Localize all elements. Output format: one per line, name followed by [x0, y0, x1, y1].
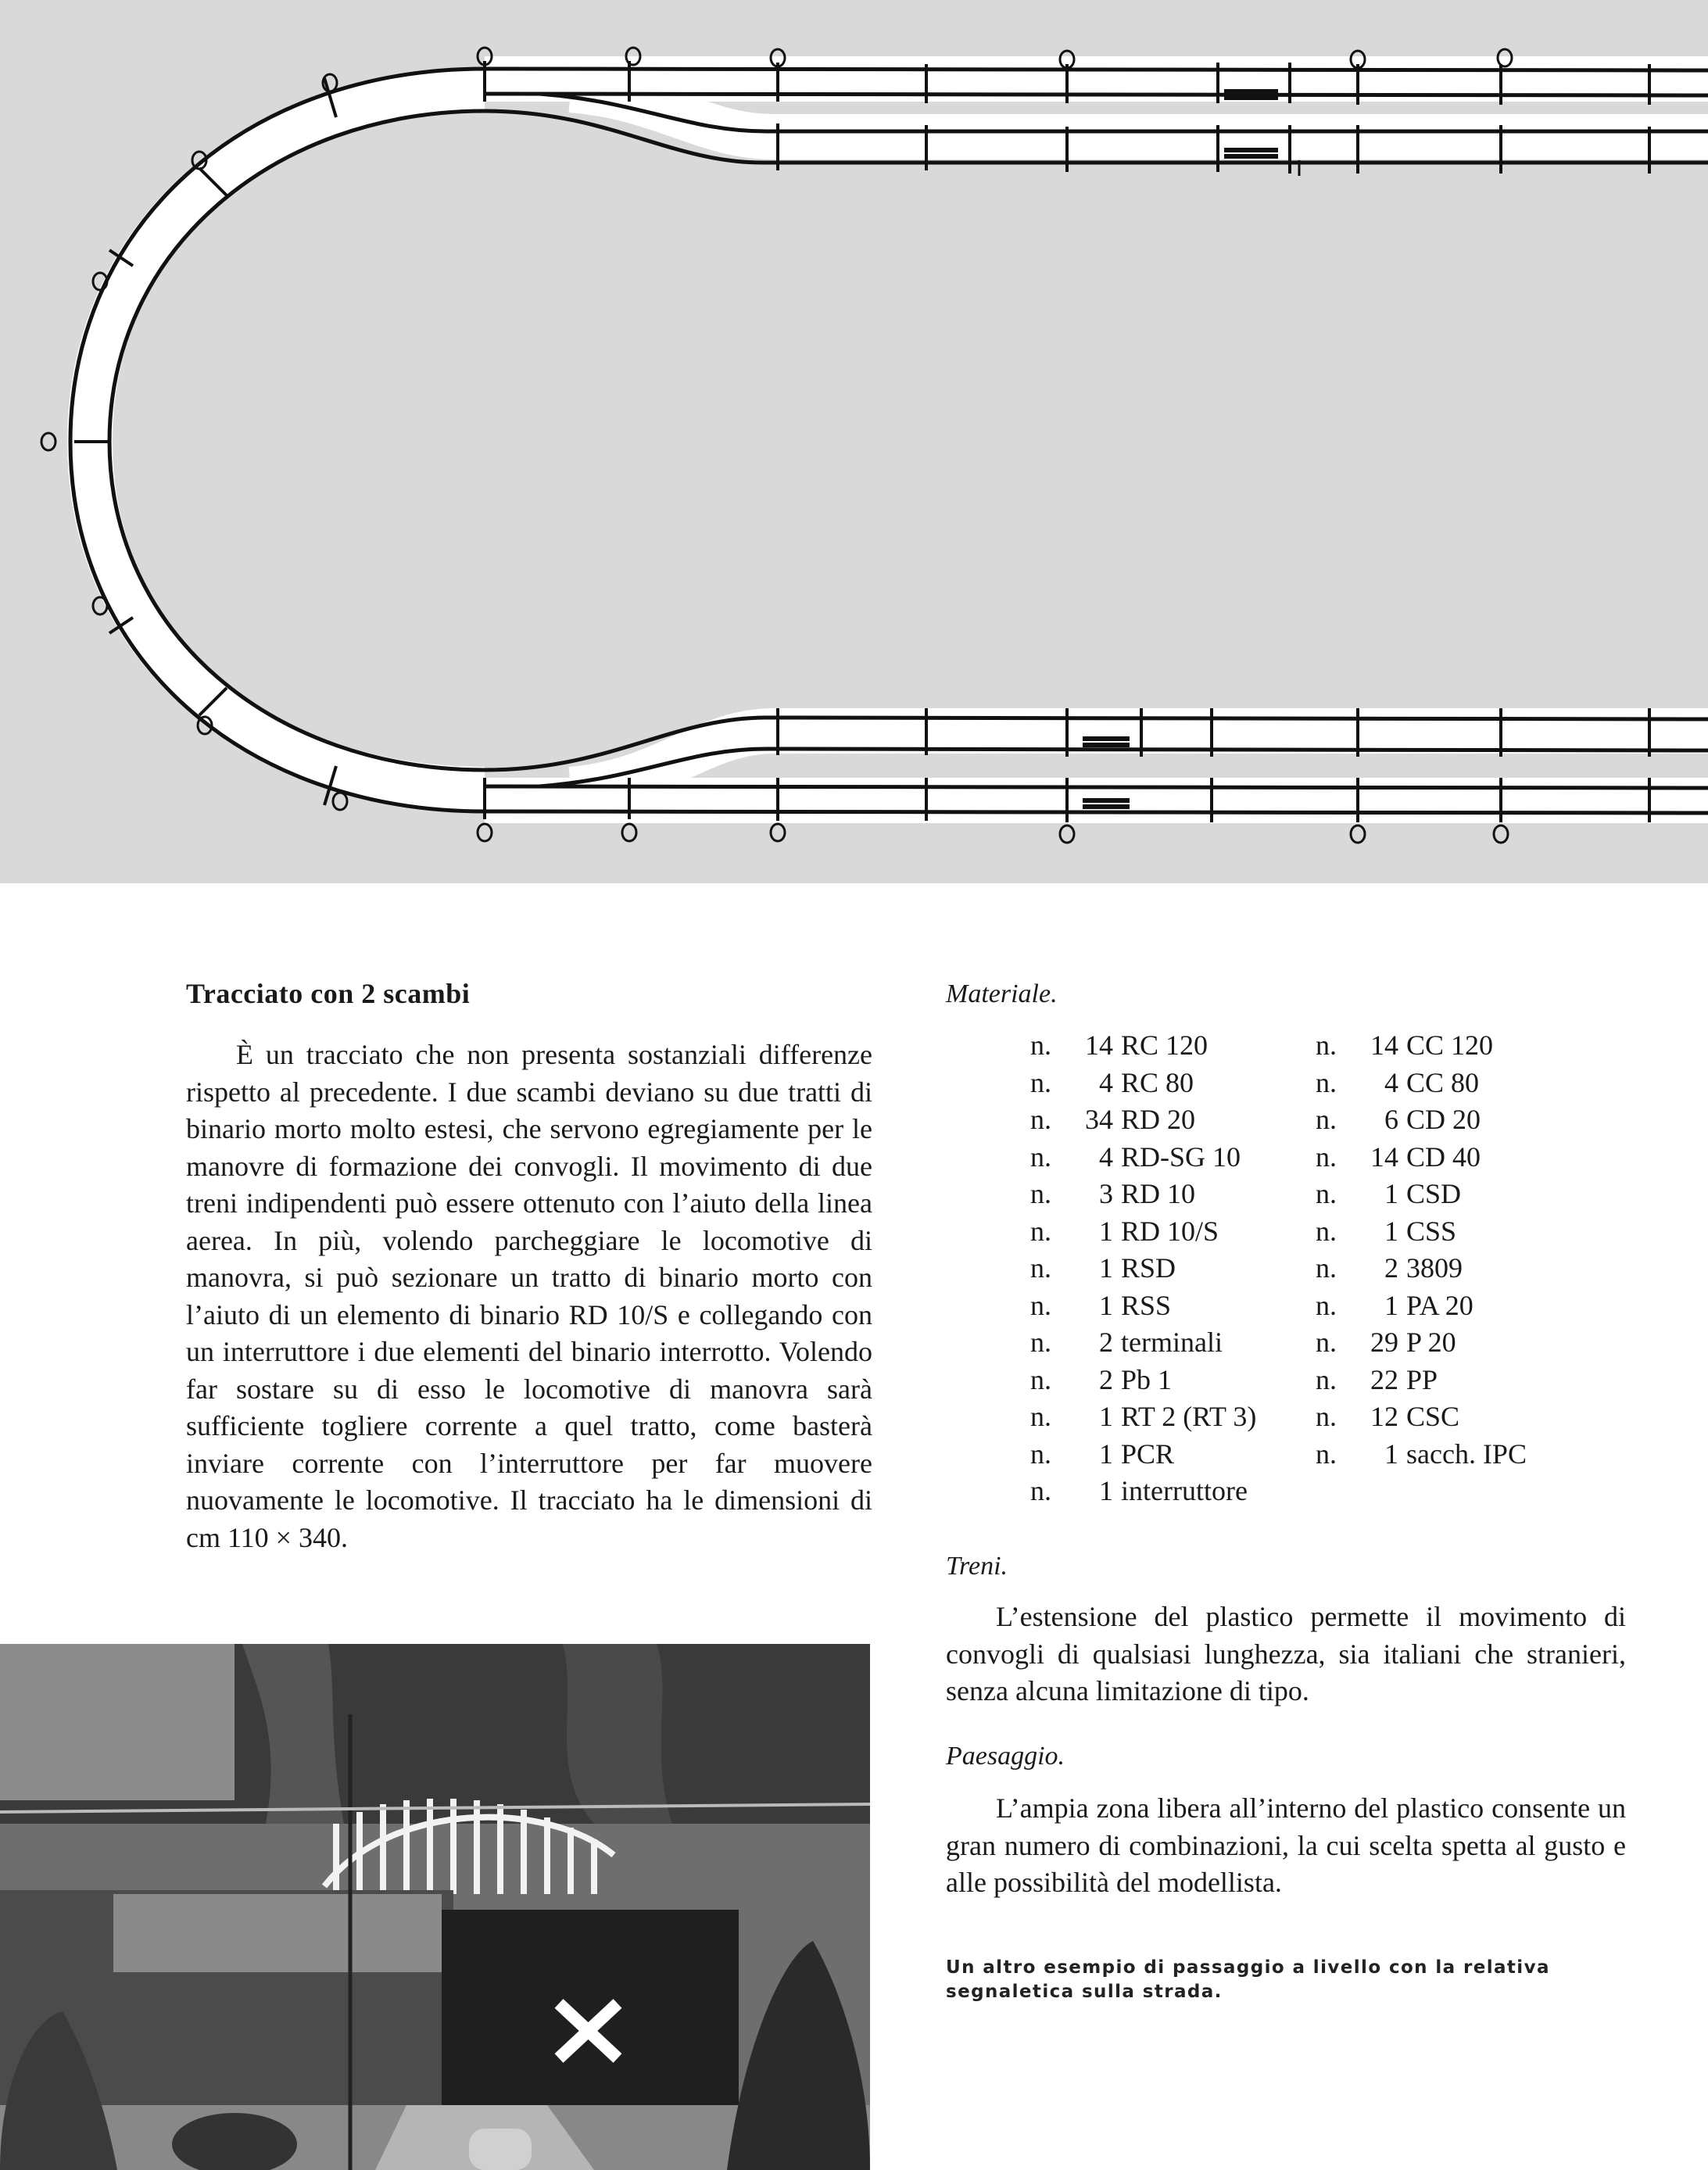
material-item: n. 1 CSD — [1316, 1178, 1462, 1209]
layout-photo — [0, 1644, 870, 2170]
material-item: n. 1 sacch. IPC — [1316, 1438, 1527, 1470]
materiale-label: Materiale. — [946, 979, 1058, 1008]
material-item: n. 1 CSS — [1316, 1215, 1457, 1247]
article-paragraph: È un tracciato che non presenta sostanziali differenze rispetto al precedente. I due scambi deviano su due tratti di binario morto molto estesi, che servono egregiamente per le manovre di formazione dei convogli. Il movimento di due treni indipendenti può essere ottenuto con l’aiuto della linea aerea. In più, volendo parcheggiare le locomotive di manovra, si può sezionare un tratto di binario morto con l’aiuto di un elemento di binario RD 10/S e collegando con un interruttore i due elementi del binario interrotto. Volendo far sostare su di esso le locomotive di manovra sarà sufficiente togliere corrente a quel tratto, come basterà inviare corrente con l’interruttore per far muovere nuovamente le locomotive. Il tracciato ha le dimensioni di cm 110 × 340. — [186, 1039, 872, 1553]
steam-locomotive — [442, 1910, 739, 2105]
materiale-list-left — [1030, 1027, 1256, 1510]
material-item: n. 4 RD-SG 10 — [1030, 1141, 1241, 1173]
photo-illustration — [0, 1644, 870, 2170]
photo-caption: Un altro esempio di passaggio a livello con la relativa segnaletica sulla strada. — [946, 1957, 1550, 2002]
material-item: n. 14 CD 40 — [1316, 1141, 1481, 1173]
material-item: n. 3 RD 10 — [1030, 1178, 1196, 1209]
paesaggio-section — [946, 1790, 1626, 1902]
buffer-stops — [1083, 91, 1278, 807]
article-body — [186, 1037, 872, 1556]
material-item: n. 22 PP — [1316, 1363, 1438, 1395]
material-item: n. 6 CD 20 — [1316, 1104, 1481, 1135]
material-item: n. 29 P 20 — [1316, 1327, 1456, 1358]
material-item: n. 1 PCR — [1030, 1438, 1175, 1470]
material-item: n. 2 3809 — [1316, 1252, 1463, 1284]
material-item: n. 14 RC 120 — [1030, 1029, 1208, 1061]
material-item: n. 12 CSC — [1316, 1401, 1460, 1432]
paesaggio-label: Paesaggio. — [946, 1742, 1065, 1771]
material-item: n. 1 interruttore — [1030, 1475, 1248, 1506]
treni-section — [946, 1599, 1626, 1710]
material-item: n. 1 RD 10/S — [1030, 1215, 1219, 1247]
car — [469, 2129, 532, 2170]
outer-rail — [70, 69, 485, 811]
material-item: n. 1 RT 2 (RT 3) — [1030, 1401, 1257, 1432]
material-item: n. 1 RSS — [1030, 1289, 1172, 1321]
paesaggio-text: L’ampia zona libera all’interno del plastico consente un gran numero di combinazioni, la cui scelta spetta al gusto e alle possibilità del modellista. — [946, 1792, 1626, 1898]
material-item: n. 14 CC 120 — [1316, 1029, 1494, 1061]
track-bed — [90, 79, 1708, 800]
material-item: n. 4 RC 80 — [1030, 1066, 1194, 1098]
track-layout-diagram — [0, 0, 1708, 883]
treni-label: Treni. — [946, 1552, 1008, 1581]
treni-text: L’estensione del plastico permette il movimento di convogli di qualsiasi lunghezza, sia italiani che stranieri, senza alcuna limitazione di tipo. — [946, 1601, 1626, 1706]
material-item: n. 4 CC 80 — [1316, 1066, 1480, 1098]
material-item: n. 34 RD 20 — [1030, 1104, 1196, 1135]
material-item: n. 1 RSD — [1030, 1252, 1176, 1284]
material-item: n. 2 Pb 1 — [1030, 1363, 1173, 1395]
materiale-list-right — [1316, 1027, 1527, 1473]
article-heading: Tracciato con 2 scambi — [186, 978, 471, 1009]
material-item: n. 1 PA 20 — [1316, 1289, 1473, 1321]
track-plan-svg — [0, 0, 1708, 883]
material-item: n. 2 terminali — [1030, 1327, 1223, 1358]
